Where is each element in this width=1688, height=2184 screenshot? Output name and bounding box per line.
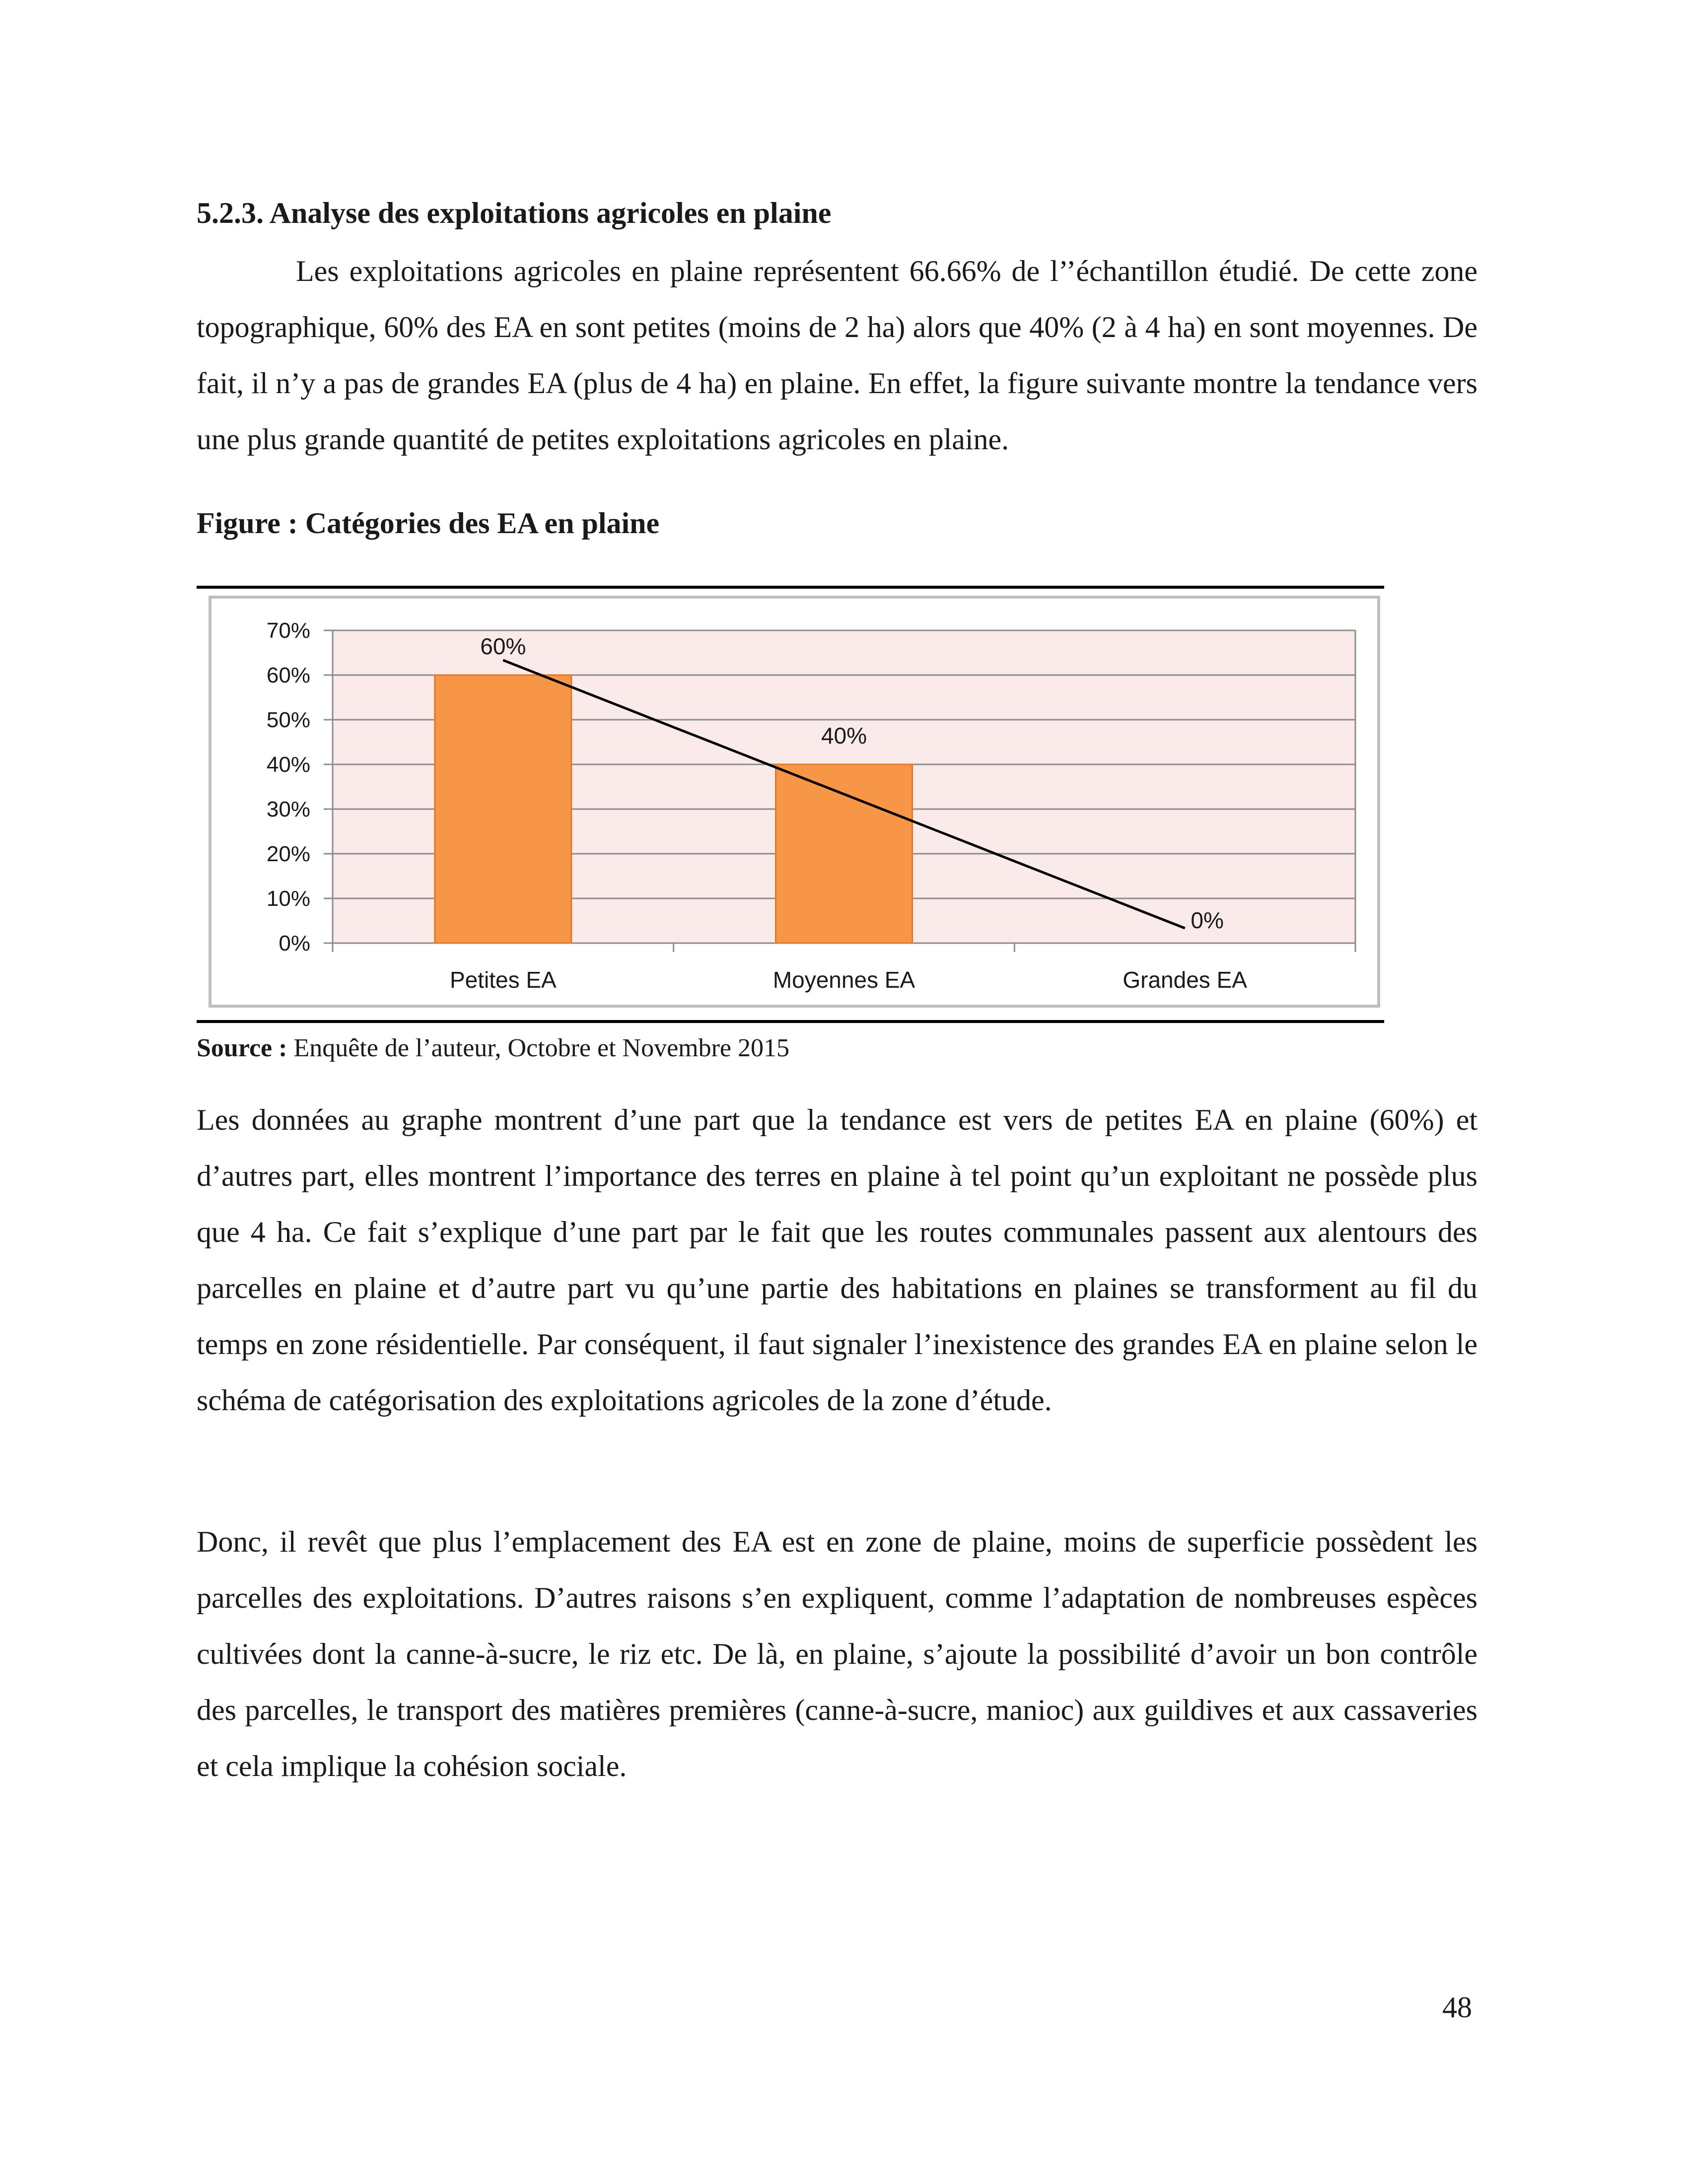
y-tick-label: 10% — [266, 887, 310, 911]
data-label: 40% — [821, 723, 867, 749]
analysis-paragraph-1 — [197, 1092, 1477, 1429]
figure-top-rule — [197, 586, 1384, 589]
analysis-text-1: Les données au graphe montrent d’une part que la tendance est vers de petites EA en plaine (60%) et d’autres part, elles montrent l’importance des terres en plaine à tel point qu’un exploitant ne possède plus que 4 ha. Ce fait s’explique d’une part par le fait que les routes communales passent aux alentours des parcelles en plaine et d’autre part vu qu’une partie des habitations en plaines se transforment au fil du temps en zone résidentielle. Par conséquent, il faut signaler l’inexistence des grandes EA en plaine selon le schéma de catégorisation des exploitations agricoles de la zone d’étude. — [197, 1103, 1477, 1417]
y-tick-label: 30% — [266, 797, 310, 821]
page-number: 48 — [1442, 1991, 1472, 2024]
bar-chart — [209, 596, 1380, 1023]
bar — [435, 675, 571, 943]
analysis-text-2: Donc, il revêt que plus l’emplacement des EA est en zone de plaine, moins de superficie possèdent les parcelles des exploitations. D’autres raisons s’en expliquent, comme l’adaptation de nombreuses espèces cultivées dont la canne-à-sucre, le riz etc. De là, en plaine, s’ajoute la possibilité d’avoir un bon contrôle des parcelles, le transport des matières premières (canne-à-sucre, manioc) aux guildives et aux cassaveries et cela implique la cohésion sociale. — [197, 1525, 1477, 1782]
section-heading: 5.2.3. Analyse des exploitations agricoles en plaine — [197, 197, 832, 229]
y-tick-label: 70% — [266, 618, 310, 643]
y-tick-label: 20% — [266, 842, 310, 866]
x-category-label: Petites EA — [449, 967, 557, 993]
intro-paragraph — [197, 243, 1477, 468]
y-tick-label: 0% — [279, 931, 310, 956]
figure-caption: Figure : Catégories des EA en plaine — [197, 507, 660, 540]
data-label: 0% — [1191, 907, 1224, 933]
analysis-paragraph-2 — [197, 1514, 1477, 1794]
source-label: Source : — [197, 1034, 287, 1062]
bar — [776, 764, 913, 943]
figure-source — [197, 1033, 789, 1063]
x-category-label: Moyennes EA — [773, 967, 915, 993]
y-tick-label: 50% — [266, 708, 310, 732]
intro-text: Les exploitations agricoles en plaine représentent 66.66% de l’’échantillon étudié. De cette zone topographique, 60% des EA en sont petites (moins de 2 ha) alors que 40% (2 à 4 ha) en sont moyennes. De fait, il n’y a pas de grandes EA (plus de 4 ha) en plaine. En effet, la figure suivante montre la tendance vers une plus grande quantité de petites exploitations agricoles en plaine. — [197, 255, 1477, 456]
figure-bottom-rule — [197, 1020, 1384, 1023]
x-category-label: Grandes EA — [1123, 967, 1247, 993]
source-text: Enquête de l’auteur, Octobre et Novembre 2015 — [287, 1034, 790, 1062]
y-tick-label: 60% — [266, 663, 310, 687]
y-tick-label: 40% — [266, 752, 310, 777]
data-label: 60% — [480, 633, 526, 659]
